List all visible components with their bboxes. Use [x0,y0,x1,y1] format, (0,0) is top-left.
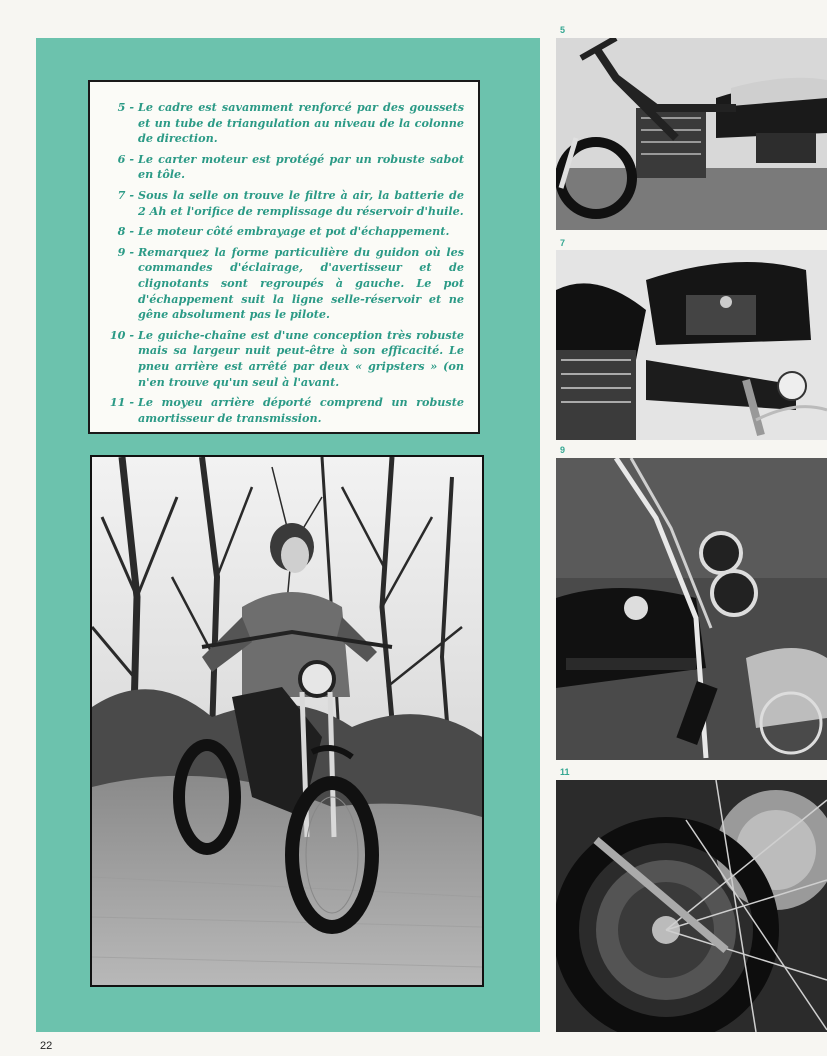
caption-number: 11 - [109,395,134,410]
caption-item [100,188,464,219]
caption-text: Le carter moteur est protégé par un robuste sabot en tôle. [138,151,464,182]
caption-item [100,224,464,240]
photo-label: 5 [560,25,566,35]
caption-list [100,100,464,426]
caption-item [100,245,464,323]
caption-text: Sous la selle on trouve le filtre à air, la batterie de 2 Ah et l'orifice de remplissage du réservoir d'huile. [138,187,464,218]
caption-number: 8 - [117,224,134,239]
frame-gusset-photo [556,38,827,230]
caption-text: Remarquez la forme particulière du guidon où les commandes d'éclairage, d'avertisseur et de clignotants sont regroupés à gauche. Le pot d'échappement suit la ligne selle-réservoir et ne gêne absolument pas le pilote. [138,244,464,322]
caption-box [88,80,480,434]
caption-item [100,152,464,183]
caption-text: Le moyeu arrière déporté comprend un robuste amortisseur de transmission. [138,395,464,425]
under-seat-photo [556,250,827,440]
caption-text: Le cadre est savamment renforcé par des goussets et un tube de triangulation au niveau de la colonne de direction. [138,100,464,146]
caption-item [100,328,464,390]
caption-text: Le moteur côté embrayage et pot d'échappement. [138,224,450,239]
rider-photo [90,455,484,987]
caption-number: 5 - [117,100,134,114]
page-number: 22 [40,1040,53,1052]
caption-text: Le guiche-chaîne est d'une conception très robuste mais sa largeur nuit peut-être à son efficacité. Le pneu arrière est arrêté par deux « gripsters » (on n'en trouve qu'un seul à l'avant. [138,327,464,389]
caption-number: 7 - [117,187,134,202]
caption-number: 10 - [109,327,134,342]
photo-label: 11 [560,767,570,777]
caption-item [100,100,464,147]
caption-number: 9 - [117,244,134,259]
caption-item [100,395,464,426]
handlebar-photo [556,458,827,760]
photo-label: 7 [560,238,566,248]
photo-label: 9 [560,445,566,455]
rear-hub-photo [556,780,827,1032]
caption-number: 6 - [117,151,134,166]
